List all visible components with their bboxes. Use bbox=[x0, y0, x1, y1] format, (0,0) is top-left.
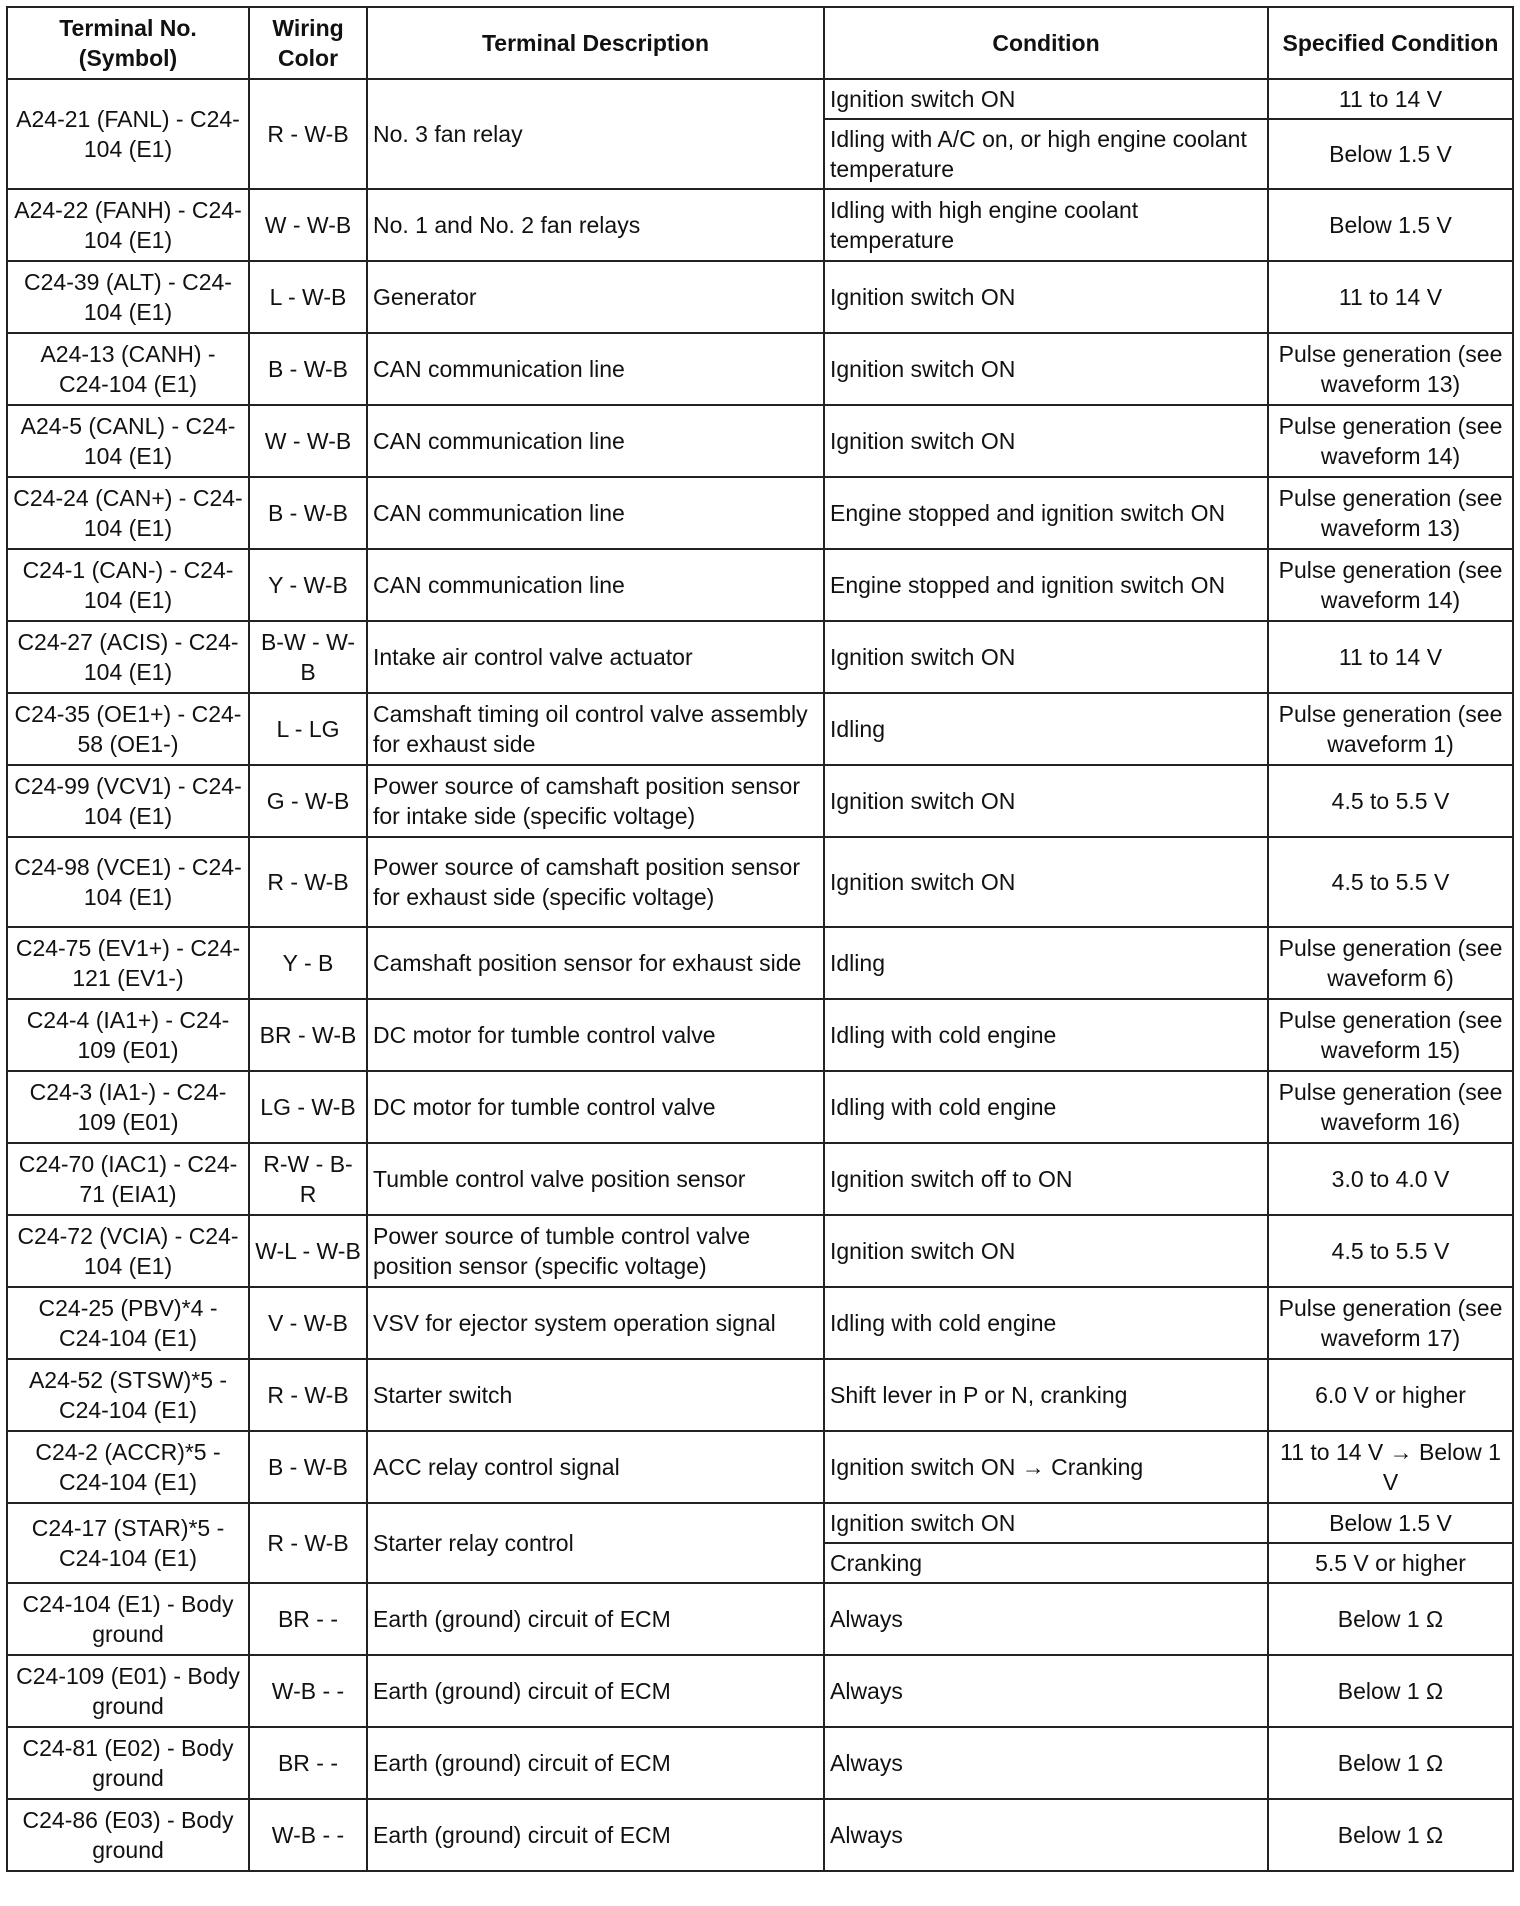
terminal-cell: C24-99 (VCV1) - C24-104 (E1) bbox=[7, 765, 249, 837]
header-wiring: Wiring Color bbox=[249, 7, 367, 79]
terminal-cell: A24-21 (FANL) - C24-104 (E1) bbox=[7, 79, 249, 189]
wiring-cell: W-B - - bbox=[249, 1799, 367, 1871]
description-cell: Camshaft timing oil control valve assembly for exhaust side bbox=[367, 693, 824, 765]
header-description: Terminal Description bbox=[367, 7, 824, 79]
table-row bbox=[7, 405, 1513, 477]
wiring-cell: LG - W-B bbox=[249, 1071, 367, 1143]
terminal-table-container bbox=[6, 6, 1512, 1872]
wiring-cell: L - W-B bbox=[249, 261, 367, 333]
terminal-cell: C24-17 (STAR)*5 - C24-104 (E1) bbox=[7, 1503, 249, 1583]
description-cell: Tumble control valve position sensor bbox=[367, 1143, 824, 1215]
wiring-cell: L - LG bbox=[249, 693, 367, 765]
table-row bbox=[7, 1655, 1513, 1727]
description-cell: Starter relay control bbox=[367, 1503, 824, 1583]
specified-cell: 4.5 to 5.5 V bbox=[1268, 765, 1513, 837]
specified-cell: Pulse generation (see waveform 13) bbox=[1268, 477, 1513, 549]
table-body bbox=[7, 79, 1513, 1871]
description-cell: Power source of tumble control valve position sensor (specific voltage) bbox=[367, 1215, 824, 1287]
table-row bbox=[7, 189, 1513, 261]
terminal-cell: C24-104 (E1) - Body ground bbox=[7, 1583, 249, 1655]
specified-cell: Below 1 Ω bbox=[1268, 1655, 1513, 1727]
specified-cell: Below 1.5 V bbox=[1268, 1503, 1513, 1543]
terminal-cell: C24-109 (E01) - Body ground bbox=[7, 1655, 249, 1727]
specified-cell: 11 to 14 V bbox=[1268, 79, 1513, 119]
terminal-table bbox=[6, 6, 1514, 1872]
condition-cell: Ignition switch ON bbox=[824, 261, 1268, 333]
terminal-cell: C24-24 (CAN+) - C24-104 (E1) bbox=[7, 477, 249, 549]
condition-cell: Ignition switch ON bbox=[824, 405, 1268, 477]
table-row bbox=[7, 927, 1513, 999]
condition-cell: Shift lever in P or N, cranking bbox=[824, 1359, 1268, 1431]
description-cell: Power source of camshaft position sensor for exhaust side (specific voltage) bbox=[367, 837, 824, 927]
wiring-cell: V - W-B bbox=[249, 1287, 367, 1359]
wiring-cell: G - W-B bbox=[249, 765, 367, 837]
table-row bbox=[7, 1359, 1513, 1431]
terminal-cell: C24-25 (PBV)*4 - C24-104 (E1) bbox=[7, 1287, 249, 1359]
condition-cell: Idling with cold engine bbox=[824, 999, 1268, 1071]
description-cell: CAN communication line bbox=[367, 405, 824, 477]
terminal-cell: C24-39 (ALT) - C24-104 (E1) bbox=[7, 261, 249, 333]
description-cell: Camshaft position sensor for exhaust side bbox=[367, 927, 824, 999]
condition-cell: Ignition switch ON bbox=[824, 837, 1268, 927]
wiring-cell: R-W - B-R bbox=[249, 1143, 367, 1215]
terminal-cell: A24-22 (FANH) - C24-104 (E1) bbox=[7, 189, 249, 261]
description-cell: CAN communication line bbox=[367, 477, 824, 549]
condition-cell: Idling with high engine coolant temperature bbox=[824, 189, 1268, 261]
wiring-cell: R - W-B bbox=[249, 1359, 367, 1431]
terminal-cell: A24-13 (CANH) - C24-104 (E1) bbox=[7, 333, 249, 405]
terminal-cell: A24-5 (CANL) - C24-104 (E1) bbox=[7, 405, 249, 477]
specified-cell: Below 1.5 V bbox=[1268, 189, 1513, 261]
description-cell: Generator bbox=[367, 261, 824, 333]
description-cell: DC motor for tumble control valve bbox=[367, 1071, 824, 1143]
terminal-cell: C24-3 (IA1-) - C24-109 (E01) bbox=[7, 1071, 249, 1143]
table-row bbox=[7, 765, 1513, 837]
description-cell: Intake air control valve actuator bbox=[367, 621, 824, 693]
condition-cell: Idling with cold engine bbox=[824, 1287, 1268, 1359]
description-cell: Starter switch bbox=[367, 1359, 824, 1431]
condition-cell: Idling bbox=[824, 927, 1268, 999]
table-row bbox=[7, 333, 1513, 405]
specified-cell: Pulse generation (see waveform 1) bbox=[1268, 693, 1513, 765]
wiring-cell: R - W-B bbox=[249, 837, 367, 927]
wiring-cell: B-W - W-B bbox=[249, 621, 367, 693]
wiring-cell: B - W-B bbox=[249, 1431, 367, 1503]
condition-cell: Ignition switch off to ON bbox=[824, 1143, 1268, 1215]
specified-cell: 4.5 to 5.5 V bbox=[1268, 1215, 1513, 1287]
table-row bbox=[7, 1287, 1513, 1359]
description-cell: No. 3 fan relay bbox=[367, 79, 824, 189]
condition-cell: Idling with A/C on, or high engine coolant temperature bbox=[824, 119, 1268, 189]
description-cell: No. 1 and No. 2 fan relays bbox=[367, 189, 824, 261]
description-cell: Earth (ground) circuit of ECM bbox=[367, 1583, 824, 1655]
terminal-cell: C24-2 (ACCR)*5 - C24-104 (E1) bbox=[7, 1431, 249, 1503]
specified-cell: 3.0 to 4.0 V bbox=[1268, 1143, 1513, 1215]
description-cell: Earth (ground) circuit of ECM bbox=[367, 1799, 824, 1871]
specified-cell: Pulse generation (see waveform 15) bbox=[1268, 999, 1513, 1071]
table-row bbox=[7, 1215, 1513, 1287]
condition-cell: Always bbox=[824, 1655, 1268, 1727]
condition-cell: Ignition switch ON bbox=[824, 1503, 1268, 1543]
terminal-cell: C24-35 (OE1+) - C24-58 (OE1-) bbox=[7, 693, 249, 765]
specified-cell: Pulse generation (see waveform 14) bbox=[1268, 405, 1513, 477]
condition-cell: Ignition switch ON bbox=[824, 621, 1268, 693]
description-cell: Earth (ground) circuit of ECM bbox=[367, 1655, 824, 1727]
description-cell: CAN communication line bbox=[367, 333, 824, 405]
table-row bbox=[7, 79, 1513, 119]
table-row bbox=[7, 1583, 1513, 1655]
wiring-cell: Y - W-B bbox=[249, 549, 367, 621]
wiring-cell: R - W-B bbox=[249, 79, 367, 189]
header-row bbox=[7, 7, 1513, 79]
specified-cell: 11 to 14 V bbox=[1268, 261, 1513, 333]
specified-cell: Pulse generation (see waveform 17) bbox=[1268, 1287, 1513, 1359]
terminal-cell: C24-98 (VCE1) - C24-104 (E1) bbox=[7, 837, 249, 927]
condition-cell: Cranking bbox=[824, 1543, 1268, 1583]
condition-cell: Ignition switch ON bbox=[824, 1215, 1268, 1287]
specified-cell: 5.5 V or higher bbox=[1268, 1543, 1513, 1583]
specified-cell: Below 1.5 V bbox=[1268, 119, 1513, 189]
header-specified: Specified Condition bbox=[1268, 7, 1513, 79]
description-cell: Earth (ground) circuit of ECM bbox=[367, 1727, 824, 1799]
wiring-cell: W-L - W-B bbox=[249, 1215, 367, 1287]
condition-cell: Engine stopped and ignition switch ON bbox=[824, 477, 1268, 549]
description-cell: CAN communication line bbox=[367, 549, 824, 621]
table-row bbox=[7, 1799, 1513, 1871]
condition-cell: Ignition switch ON → Cranking bbox=[824, 1431, 1268, 1503]
table-row bbox=[7, 621, 1513, 693]
terminal-cell: C24-81 (E02) - Body ground bbox=[7, 1727, 249, 1799]
specified-cell: 11 to 14 V → Below 1 V bbox=[1268, 1431, 1513, 1503]
condition-cell: Idling with cold engine bbox=[824, 1071, 1268, 1143]
description-cell: DC motor for tumble control valve bbox=[367, 999, 824, 1071]
table-row bbox=[7, 549, 1513, 621]
terminal-cell: C24-27 (ACIS) - C24-104 (E1) bbox=[7, 621, 249, 693]
terminal-cell: C24-4 (IA1+) - C24-109 (E01) bbox=[7, 999, 249, 1071]
specified-cell: Pulse generation (see waveform 13) bbox=[1268, 333, 1513, 405]
specified-cell: Pulse generation (see waveform 6) bbox=[1268, 927, 1513, 999]
table-row bbox=[7, 1143, 1513, 1215]
specified-cell: 6.0 V or higher bbox=[1268, 1359, 1513, 1431]
wiring-cell: BR - - bbox=[249, 1583, 367, 1655]
table-row bbox=[7, 999, 1513, 1071]
table-row bbox=[7, 1727, 1513, 1799]
condition-cell: Idling bbox=[824, 693, 1268, 765]
wiring-cell: Y - B bbox=[249, 927, 367, 999]
terminal-cell: C24-72 (VCIA) - C24-104 (E1) bbox=[7, 1215, 249, 1287]
table-row bbox=[7, 477, 1513, 549]
condition-cell: Ignition switch ON bbox=[824, 79, 1268, 119]
condition-cell: Ignition switch ON bbox=[824, 333, 1268, 405]
terminal-cell: C24-75 (EV1+) - C24-121 (EV1-) bbox=[7, 927, 249, 999]
table-row bbox=[7, 1503, 1513, 1543]
terminal-cell: C24-1 (CAN-) - C24-104 (E1) bbox=[7, 549, 249, 621]
wiring-cell: B - W-B bbox=[249, 333, 367, 405]
table-row bbox=[7, 693, 1513, 765]
description-cell: Power source of camshaft position sensor for intake side (specific voltage) bbox=[367, 765, 824, 837]
specified-cell: Below 1 Ω bbox=[1268, 1583, 1513, 1655]
terminal-cell: A24-52 (STSW)*5 - C24-104 (E1) bbox=[7, 1359, 249, 1431]
table-row bbox=[7, 837, 1513, 927]
condition-cell: Always bbox=[824, 1799, 1268, 1871]
condition-cell: Engine stopped and ignition switch ON bbox=[824, 549, 1268, 621]
specified-cell: Pulse generation (see waveform 14) bbox=[1268, 549, 1513, 621]
terminal-cell: C24-70 (IAC1) - C24-71 (EIA1) bbox=[7, 1143, 249, 1215]
table-row bbox=[7, 261, 1513, 333]
condition-cell: Ignition switch ON bbox=[824, 765, 1268, 837]
terminal-cell: C24-86 (E03) - Body ground bbox=[7, 1799, 249, 1871]
specified-cell: 4.5 to 5.5 V bbox=[1268, 837, 1513, 927]
wiring-cell: W-B - - bbox=[249, 1655, 367, 1727]
wiring-cell: BR - W-B bbox=[249, 999, 367, 1071]
specified-cell: Below 1 Ω bbox=[1268, 1727, 1513, 1799]
table-row bbox=[7, 1071, 1513, 1143]
wiring-cell: R - W-B bbox=[249, 1503, 367, 1583]
wiring-cell: BR - - bbox=[249, 1727, 367, 1799]
wiring-cell: W - W-B bbox=[249, 405, 367, 477]
description-cell: ACC relay control signal bbox=[367, 1431, 824, 1503]
wiring-cell: W - W-B bbox=[249, 189, 367, 261]
header-condition: Condition bbox=[824, 7, 1268, 79]
specified-cell: 11 to 14 V bbox=[1268, 621, 1513, 693]
table-row bbox=[7, 1431, 1513, 1503]
specified-cell: Below 1 Ω bbox=[1268, 1799, 1513, 1871]
header-terminal: Terminal No. (Symbol) bbox=[7, 7, 249, 79]
wiring-cell: B - W-B bbox=[249, 477, 367, 549]
description-cell: VSV for ejector system operation signal bbox=[367, 1287, 824, 1359]
condition-cell: Always bbox=[824, 1727, 1268, 1799]
condition-cell: Always bbox=[824, 1583, 1268, 1655]
specified-cell: Pulse generation (see waveform 16) bbox=[1268, 1071, 1513, 1143]
